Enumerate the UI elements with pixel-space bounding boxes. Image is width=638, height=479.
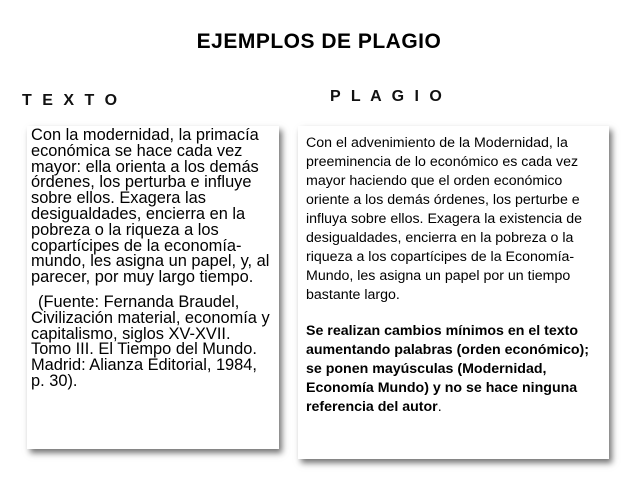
slide-title: EJEMPLOS DE PLAGIO [196, 30, 442, 53]
original-text-heading: T E X T O [22, 92, 121, 109]
plagiarism-explanation-text: Se realizan cambios mínimos en el texto aumentando palabras (orden económico); se ponen mayúsculas (Modernidad, Economía Mundo) y no se hace ninguna referencia del autor [306, 323, 590, 415]
plagiarism-explanation [306, 322, 605, 417]
original-text-box [27, 126, 279, 449]
original-source-citation: (Fuente: Fernanda Braudel, Civilización material, economía y capitalismo, siglos XV-XVII. Tomo III. El Tiempo del Mundo. Madrid: Alianza Editorial, 1984, p. 30). [31, 292, 270, 390]
original-text: Con la modernidad, la primacía económica se hace cada vez mayor: ella orienta a los demás órdenes, los perturba e influye sobre ellos. Exagera las desigualdades, encierra en la pobreza o la riqueza a los copartícipes de la economía-mundo, les asigna un papel, y, al parecer, por muy largo tiempo. [31, 126, 270, 287]
plagiarism-heading: P L A G I O [330, 88, 445, 105]
plagiarism-box [298, 126, 609, 459]
plagiarized-text: Con el advenimiento de la Modernidad, la preeminencia de lo económico es cada vez mayor haciendo que el orden económico oriente a los demás órdenes, los perturbe e influya sobre ellos. Exagera la existencia de desigualdades, encierra en la pobreza o la riqueza a los copartícipes de la Economía-Mundo, les asigna un papel por un tiempo bastante largo. [306, 135, 583, 303]
plagiarism-explanation-period: . [437, 399, 442, 415]
